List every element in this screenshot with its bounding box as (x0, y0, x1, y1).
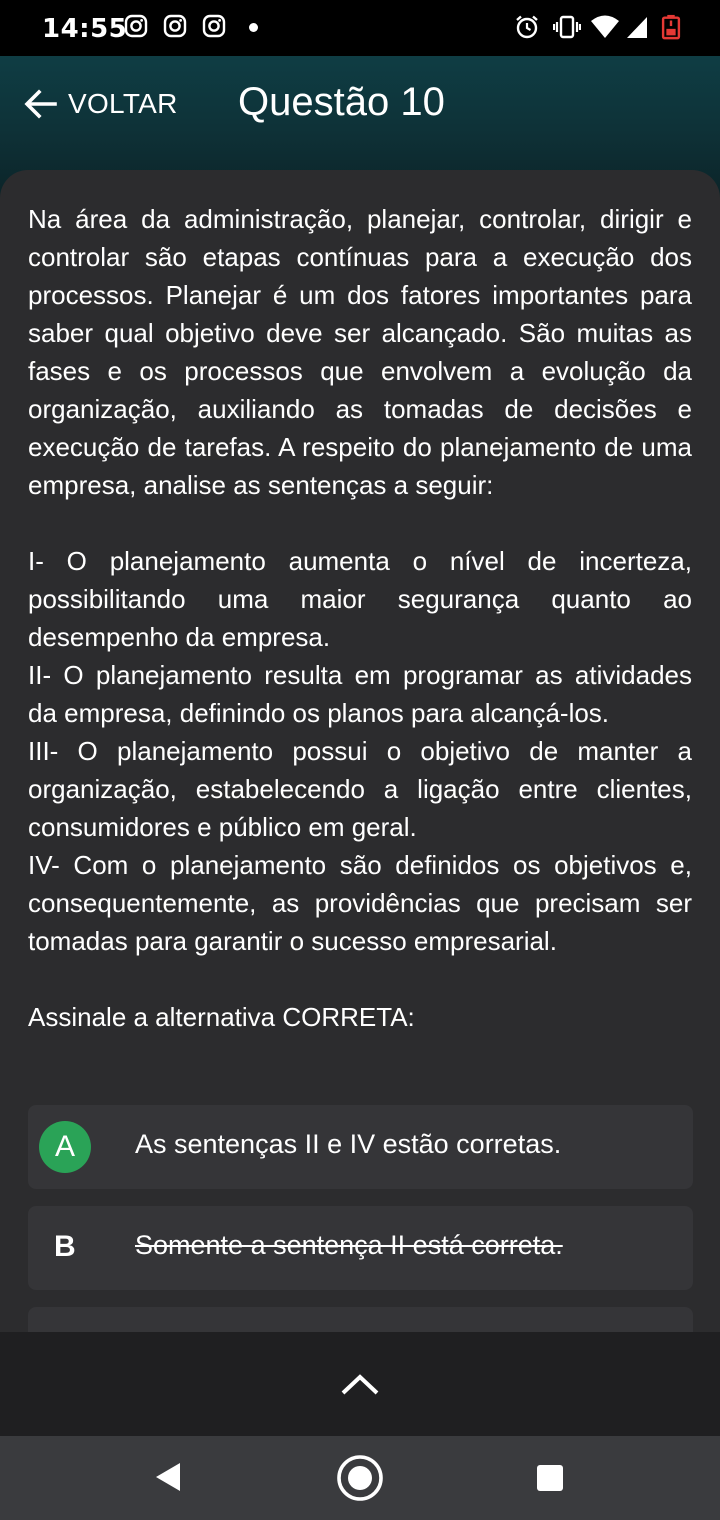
nav-recents-icon[interactable] (537, 1465, 563, 1491)
question-card (0, 170, 720, 1332)
option-text-eliminated: Somente a sentença II está correta. (135, 1230, 563, 1260)
option-b[interactable] (28, 1206, 693, 1290)
back-label: VOLTAR (68, 88, 178, 119)
battery-low-icon (660, 14, 682, 40)
question-prompt: Assinale a alternativa CORRETA: (28, 1002, 415, 1032)
alarm-icon (514, 14, 540, 40)
sentence-4: IV- Com o planejamento são definidos os objetivos e, consequentemente, as providências que precisam ser tomadas para garantir o sucesso empresarial. (28, 850, 692, 956)
sentence-2: II- O planejamento resulta em programar as atividades da empresa, definindo os planos para alcançá-los. (28, 660, 692, 728)
option-c[interactable] (28, 1307, 693, 1332)
back-button[interactable] (24, 84, 178, 124)
instagram-icon (163, 14, 187, 38)
signal-icon (625, 14, 649, 40)
option-a[interactable] (28, 1105, 693, 1189)
nav-home-icon[interactable] (336, 1454, 384, 1502)
vibrate-icon (553, 14, 581, 40)
bottom-sheet-bar (0, 1332, 720, 1436)
status-bar (0, 0, 720, 56)
question-text (28, 200, 692, 1036)
sentence-1: I- O planejamento aumenta o nível de incerteza, possibilitando uma maior segurança quanto ao desempenho da empresa. (28, 546, 692, 652)
page-title: Questão 10 (238, 80, 445, 124)
system-nav-bar (0, 1436, 720, 1520)
instagram-icon (124, 14, 148, 38)
chevron-up-icon[interactable] (340, 1372, 380, 1396)
sentence-3: III- O planejamento possui o objetivo de manter a organização, estabelecendo a ligação entre clientes, consumidores e público em geral. (28, 736, 692, 842)
nav-back-icon[interactable] (154, 1461, 182, 1493)
option-letter: B (54, 1230, 76, 1263)
wifi-icon (590, 14, 620, 40)
status-time: 14:55 (42, 14, 128, 44)
option-letter-badge: A (39, 1121, 91, 1173)
dot-icon (249, 23, 258, 32)
instagram-icon (202, 14, 226, 38)
question-intro: Na área da administração, planejar, controlar, dirigir e controlar são etapas contínuas para a execução dos processos. Planejar é um dos fatores importantes para saber qual objetivo deve ser alcançado. São muitas as fases e os processos que envolvem a evolução da organização, auxiliando as tomadas de decisões e execução de tarefas. A respeito do planejamento de uma empresa, analise as sentenças a seguir: (28, 204, 692, 500)
arrow-left-icon (24, 89, 58, 119)
option-text: As sentenças II e IV estão corretas. (135, 1129, 562, 1159)
